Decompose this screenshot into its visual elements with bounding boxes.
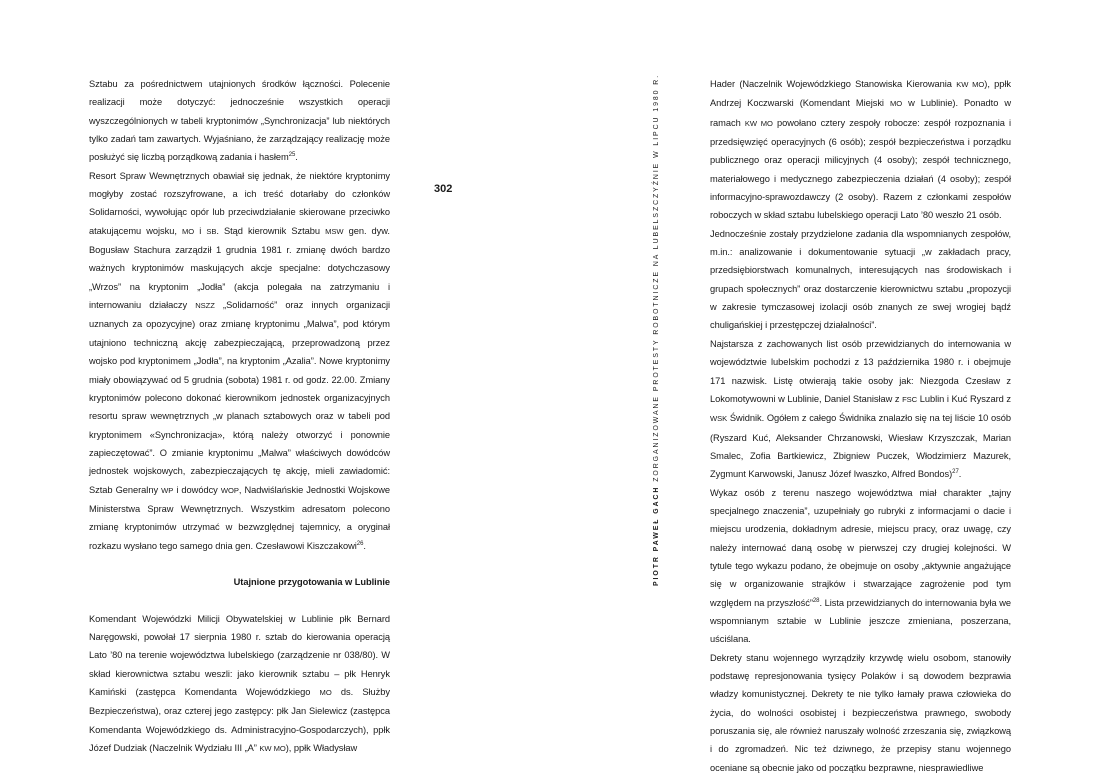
- paragraph: Dekrety stanu wojennego wyrządziły krzywdę wielu osobom, stanowiły podstawę represjonowania tysięcy Polaków i są dowodem bezprawia władzy komunistycznej. Dekrety te nie tylko łamały prawa człowieka do życia, do wolności osobistej i bezpieczeństwa prawnego, swobody poruszania się, ale również naruszały wolność zrzeszania się, związkową i do zgromadzeń. Nic też dziwnego, że przepisy stanu wojennego oceniane są obecnie jako od początku bezprawne, niesprawiedliwe: [710, 652, 1011, 773]
- paragraph: Resort Spraw Wewnętrznych obawiał się jednak, że niektóre kryptonimy mogłyby zostać rozszyfrowane, a ich treść dotarłaby do członków Solidarności, wywołując opór lub przeciwdziałanie skierowane przeciwko atakującemu wojsku, MO i SB. Stąd kierownik Sztabu MSW gen. dyw. Bogusław Stachura zarządził 1 grudnia 1981 r. zmianę dwóch bardzo ważnych kryptonimów maskujących akcje specjalne: dotychczasowy „Wrzos” na kryptonim „Jodła” (akcja polegała na zatrzymaniu i internowaniu działaczy NSZZ „Solidarność” oraz innych organizacji uznanych za opozycyjne) oraz zmianę kryptonimu „Malwa”, pod którym utajniono techniczną akcję zabezpieczającą, przeprowadzoną przez wojsko pod kryptonimem „Jodła”, na kryptonim „Azalia”. Nowe kryptonimy miały obowiązywać od 5 grudnia (sobota) 1981 r. od godz. 22.00. Zmiany kryptonimów polecono dokonać kierownikom jednostek organizacyjnych resortu spraw wewnętrznych „w planach sztabowych oraz w tabeli pod kryptonimem «Synchronizacja», którą należy otworzyć i ponownie zapieczętować”. O zmianie kryptonimu „Malwa” właściwych dowódców jednostek wojskowych, zabezpieczających tę akcję, mieli zawiadomić: Sztab Generalny WP i dowódcy WOP, Nadwiślańskie Jednostki Wojskowe Ministerstwa Spraw Wewnętrznych. Wszystkim adresatom polecono zmianę kryptonimów utrzymać w bezwzględnej tajemnicy, a oryginał rozkazu wysłano tego samego dnia gen. Czesławowi Kiszczakowi$^{26}$.: [89, 170, 390, 551]
- footnote-ref: 28: [812, 597, 820, 604]
- paragraph: Sztabu za pośrednictwem utajnionych środków łączności. Polecenie realizacji może dotyczyć: jednocześnie wszystkich operacji wyszczególnionych w tabeli kryptonimów „Synchronizacja” lub niektórych tylko zadań tam zawartych. Wyjaśniano, że zarządzający realizację może posłużyć się liczbą porządkową zadania i hasłem$^{25}$.: [89, 79, 390, 163]
- running-head-title: ZORGANIZOWANE PROTESTY ROBOTNICZE NA LUBELSZCZYŹNIE W LIPCU 1980 R.: [653, 73, 660, 482]
- footnote-ref: 26: [356, 540, 364, 547]
- paragraph: Wykaz osób z terenu naszego województwa miał charakter „tajny specjalnego znaczenia”, uzupełniały go rubryki z informacjami o dacie i miejscu urodzenia, dokładnym adresie, miejscu pracy, oraz uwagę, czy należy internować daną osobę w pierwszej czy drugiej kolejności. W tytule tego wykazu podano, że obejmuje on osoby „aktywnie angażujące się w organizowanie strajków i stwarzające zagrożenie pod tym względem na przyszłość”$^{28}$. Lista przewidzianych do internowania była we wspomnianym sztabie w Lublinie jeszcze zmieniana, poszerzana, uściślana.: [710, 487, 1011, 645]
- footnote-ref: 25: [288, 152, 296, 159]
- right-column: [710, 75, 1011, 777]
- paragraph: Jednocześnie zostały przydzielone zadania dla wspomnianych zespołów, m.in.: analizowanie i dokumentowanie sytuacji „w zakładach pracy, przedsiębiorstwach komunalnych, interesujących nas środowiskach i grupach społecznych” oraz dostarczenie kierownictwu sztabu „propozycji w zakresie tymczasowej izolacji osób znanych ze swej wrogiej bądź chuligańskiej i przestępczej działalności”.: [710, 228, 1011, 331]
- paragraph: Komendant Wojewódzki Milicji Obywatelskiej w Lublinie płk Bernard Naręgowski, powołał 17 sierpnia 1980 r. sztab do kierowania operacją Lato ’80 na terenie województwa lubelskiego (zarządzenie nr 038/80). W skład kierownictwa sztabu weszli: jako kierownik sztabu – płk Henryk Kamiński (zastępca Komendanta Wojewódzkiego MO ds. Służby Bezpieczeństwa), oraz czterej jego zastępcy: płk Jan Sielewicz (zastępca Komendanta Wojewódzkiego ds. Administracyjno-Gospodarczych), ppłk Józef Dudziak (Naczelnik Wydziału III „A” KW MO), ppłk Władysław: [89, 613, 390, 754]
- paragraph: Najstarsza z zachowanych list osób przewidzianych do internowania w województwie lubelskim pochodzi z 13 października 1980 r. i obejmuje 171 nazwisk. Listę otwierają takie osoby jak: Niezgoda Czesław z Lokomotywowni w Lublinie, Daniel Stanisław z FSC Lublin i Kuć Ryszard z WSK Świdnik. Ogółem z całego Świdnika znalazło się na tej liście 10 osób (Ryszard Kuć, Aleksander Chrzanowski, Wiesław Krzyszczak, Marian Smalec, Zofia Bartkiewicz, Zbigniew Puczek, Włodzimierz Mazurek, Zygmunt Karwowski, Janusz Józef Iwaszko, Alfred Bondos)$^{27}$.: [710, 338, 1011, 480]
- footnote-ref: 27: [952, 469, 959, 476]
- page-number: 302: [434, 183, 453, 195]
- left-column: [89, 75, 390, 758]
- section-heading: Utajnione przygotowania w Lublinie: [233, 577, 390, 588]
- paragraph: Hader (Naczelnik Wojewódzkiego Stanowiska Kierowania KW MO), ppłk Andrzej Koczwarski (Komendant Miejski MO w Lublinie). Ponadto w ramach KW MO powołano cztery zespoły robocze: zespół rozpoznania i przedsięwzięć operacyjnych (6 osób); zespół bezpieczeństwa i porządku publicznego oraz operacji milicyjnych (4 osoby); zespół technicznego, materiałowego i medycznego zabezpieczenia działań (4 osoby); zespół informacyjno-sprawozdawczy (2 osoby). Razem z członkami zespołów roboczych w skład sztabu lubelskiego operacji Lato ’80 weszło 21 osób.: [710, 79, 1012, 221]
- running-head: [653, 74, 660, 586]
- running-head-author: PIOTR PAWEŁ GACH: [653, 485, 660, 586]
